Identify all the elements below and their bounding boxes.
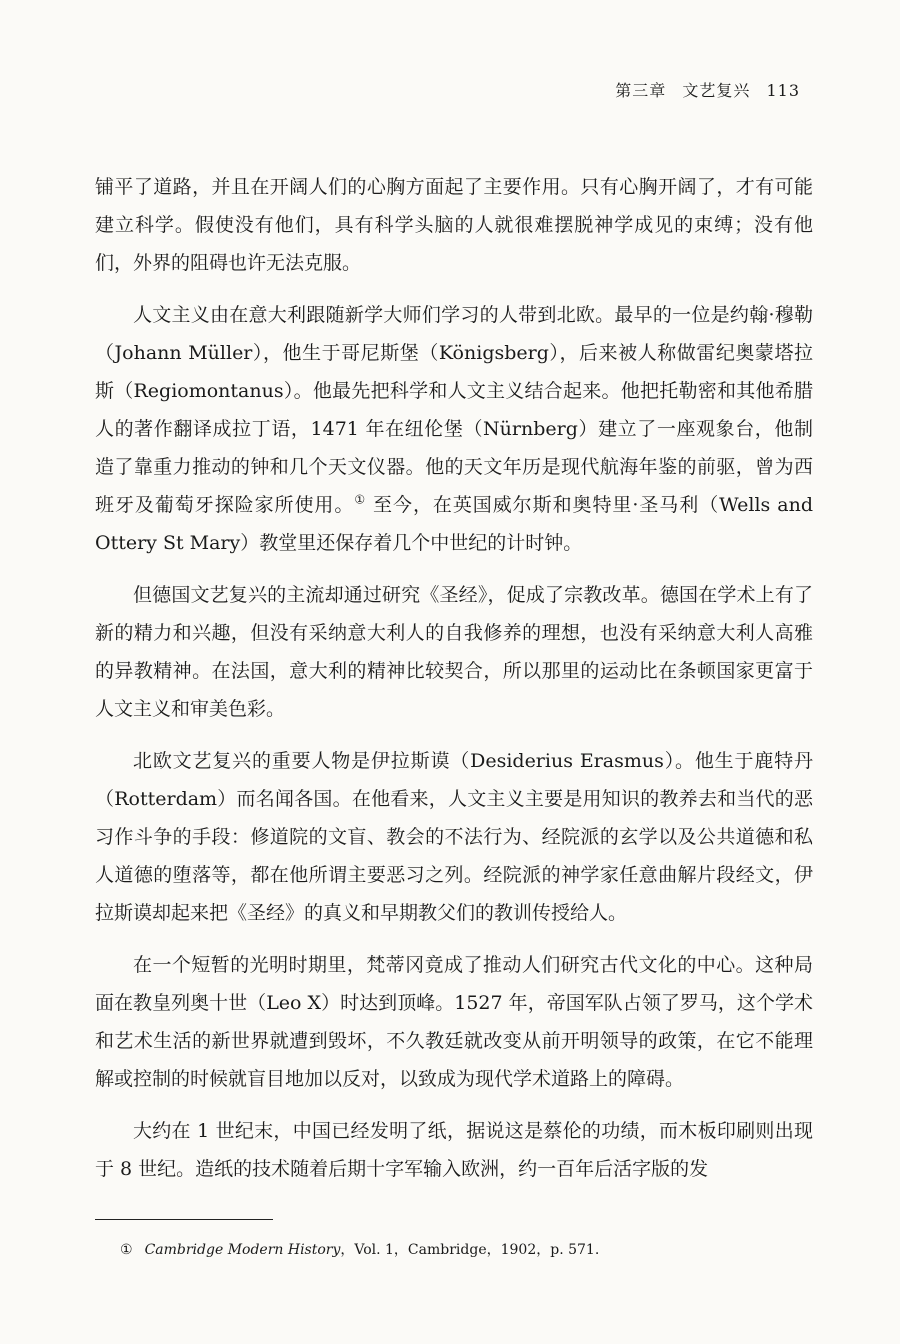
footnote-book-title: Cambridge Modern History [144, 1242, 341, 1258]
footnote-reference[interactable]: ① [354, 492, 367, 507]
paragraph-continued: 铺平了道路，并且在开阔人们的心胸方面起了主要作用。只有心胸开阔了，才有可能建立科学。假使没有他们，具有科学头脑的人就很难摆脱神学成见的束缚；没有他们，外界的阻碍也许无法克服。 [95, 176, 813, 274]
paragraph-text: 人文主义由在意大利跟随新学大师们学习的人带到北欧。最早的一位是约翰·穆勒（Johann Müller），他生于哥尼斯堡（Königsberg），后来被人称做雷纪奥蒙塔拉斯（Regiomontanus）。他最先把科学和人文主义结合起来。他把托勒密和其他希腊人的著作翻译成拉丁语，1471 年在纽伦堡（Nürnberg）建立了一座观象台，他制造了靠重力推动的钟和几个天文仪器。他的天文年历是现代航海年鉴的前驱，曾为西班牙及葡萄牙探险家所使用。 [95, 304, 813, 516]
paragraph-text: 至今，在英国威尔斯和奥特里·圣马利（Wells and Ottery St Mary）教堂里还保存着几个中世纪的计时钟。 [95, 494, 813, 554]
paragraph-vatican: 在一个短暂的光明时期里，梵蒂冈竟成了推动人们研究古代文化的中心。这种局面在教皇列奥十世（Leo Ⅹ）时达到顶峰。1527 年，帝国军队占领了罗马，这个学术和艺术生活的新世界就遭到毁坏，不久教廷就改变从前开明领导的政策，在它不能理解或控制的时候就盲目地加以反对，以致成为现代学术道路上的障碍。 [95, 954, 813, 1090]
chapter-label: 第三章 [615, 81, 667, 100]
paragraph-erasmus: 北欧文艺复兴的重要人物是伊拉斯谟（Desiderius Erasmus）。他生于鹿特丹（Rotterdam）而名闻各国。在他看来，人文主义主要是用知识的教养去和当代的恶习作斗争的手段：修道院的文盲、教会的不法行为、经院派的玄学以及公共道德和私人道德的堕落等，都在他所谓主要恶习之列。经院派的神学家任意曲解片段经文，伊拉斯谟却起来把《圣经》的真义和早期教父们的教训传授给人。 [95, 750, 813, 924]
footnote [120, 1240, 820, 1260]
running-header [605, 78, 800, 101]
footnote-divider [95, 1219, 273, 1220]
paragraph-humanism-north [95, 296, 813, 562]
page-number: 113 [766, 81, 800, 100]
footnote-mark: ① [120, 1242, 133, 1258]
section-title: 文艺复兴 [682, 81, 751, 100]
footnote-details: ，Vol. 1，Cambridge，1902，p. 571. [340, 1242, 600, 1258]
paragraph-paper-printing: 大约在 1 世纪末，中国已经发明了纸，据说这是蔡伦的功绩，而木板印刷则出现于 8 世纪。造纸的技术随着后期十字军输入欧洲，约一百年后活字版的发 [95, 1120, 813, 1180]
main-text [95, 168, 813, 1202]
paragraph-german-renaissance: 但德国文艺复兴的主流却通过研究《圣经》，促成了宗教改革。德国在学术上有了新的精力和兴趣，但没有采纳意大利人的自我修养的理想，也没有采纳意大利人高雅的异教精神。在法国，意大利的精神比较契合，所以那里的运动比在条顿国家更富于人文主义和审美色彩。 [95, 584, 813, 720]
